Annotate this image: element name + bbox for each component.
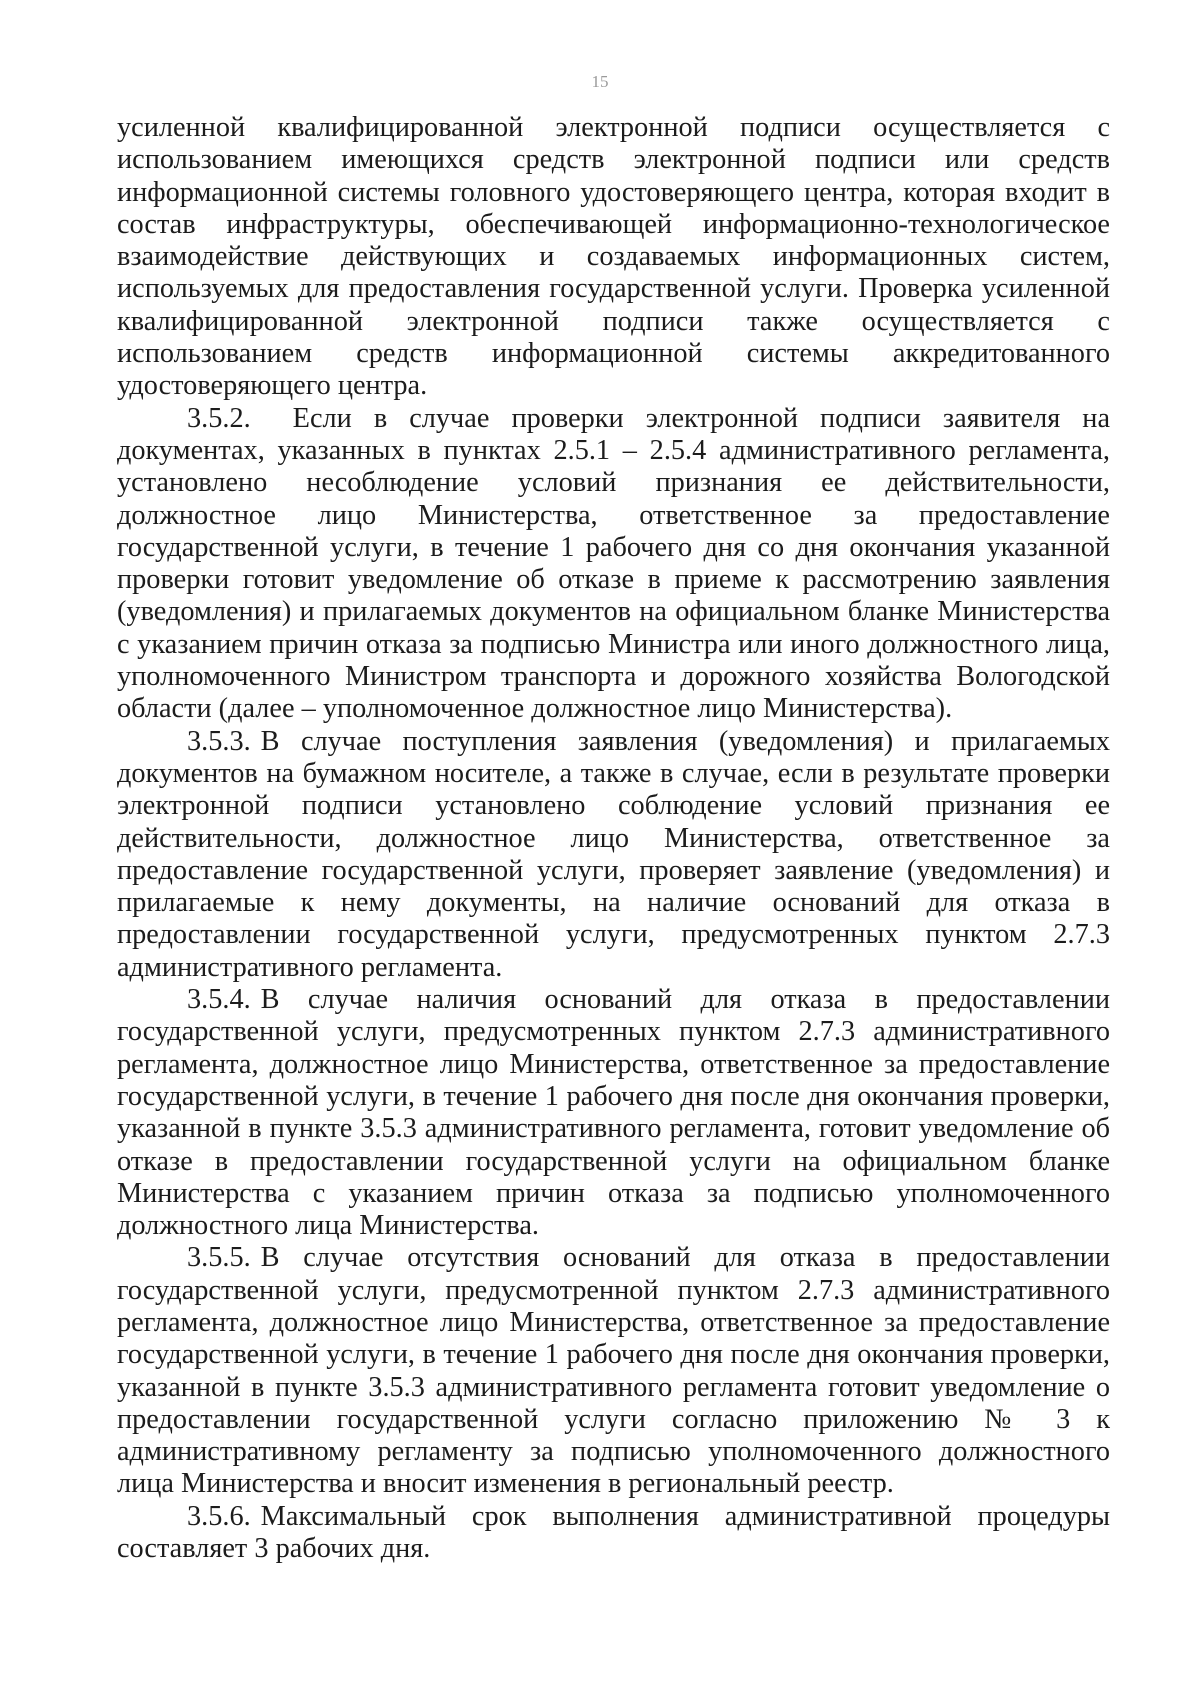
document-body [117, 112, 1110, 1565]
paragraph-continuation [117, 112, 1110, 403]
paragraph-text: В случае поступления заявления (уведомления) и прилагаемых документов на бумажном носителе, а также в случае, если в результате проверки электронной подписи установлено соблюдение условий признания ее действительности, должностное лицо Министерства, ответственное за предоставление государственной услуги, проверяет заявление (уведомления) и прилагаемые к нему документы, на наличие оснований для отказа в предоставлении государственной услуги, предусмотренных пунктом 2.7.3 административного регламента. [117, 725, 1110, 983]
paragraph-text: В случае отсутствия оснований для отказа в предоставлении государственной услуги, предусмотренной пунктом 2.7.3 административного регламента, должностное лицо Министерства, ответственное за предоставление государственной услуги, в течение 1 рабочего дня после дня окончания проверки, указанной в пункте 3.5.3 административного регламента готовит уведомление о предоставлении государственной услуги согласно приложению № 3 к административному регламенту за подписью уполномоченного должностного лица Министерства и вносит изменения в региональный реестр. [117, 1242, 1110, 1500]
clause-number: 3.5.6. [187, 1500, 251, 1532]
paragraph-3-5-2 [117, 403, 1110, 726]
paragraph-text: Если в случае проверки электронной подписи заявителя на документах, указанных в пунктах 2.5.1 – 2.5.4 административного регламента, установлено несоблюдение условий признания ее действительности, должностное лицо Министерства, ответственное за предоставление государственной услуги, в течение 1 рабочего дня со дня окончания указанной проверки готовит уведомление об отказе в приеме к рассмотрению заявления (уведомления) и прилагаемых документов на официальном бланке Министерства с указанием причин отказа за подписью Министра или иного должностного лица, уполномоченного Министром транспорта и дорожного хозяйства Вологодской области (далее – уполномоченное должностное лицо Министерства). [117, 402, 1110, 725]
paragraph-3-5-6 [117, 1501, 1110, 1566]
page-number: 15 [591, 72, 609, 91]
paragraph-text: Максимальный срок выполнения административной процедуры составляет 3 рабочих дня. [117, 1500, 1110, 1565]
clause-number: 3.5.3. [187, 725, 251, 757]
clause-number: 3.5.2. [187, 402, 251, 434]
paragraph-3-5-4 [117, 984, 1110, 1242]
clause-number: 3.5.4. [187, 984, 251, 1016]
paragraph-3-5-5 [117, 1242, 1110, 1500]
clause-number: 3.5.5. [187, 1242, 251, 1274]
paragraph-3-5-3 [117, 726, 1110, 984]
paragraph-text: усиленной квалифицированной электронной подписи осуществляется с использованием имеющихся средств электронной подписи или средств информационной системы головного удостоверяющего центра, которая входит в состав инфраструктуры, обеспечивающей информационно-технологическое взаимодействие действующих и создаваемых информационных систем, используемых для предоставления государственной услуги. Проверка усиленной квалифицированной электронной подписи также осуществляется с использованием средств информационной системы аккредитованного удостоверяющего центра. [117, 112, 1110, 402]
paragraph-text: В случае наличия оснований для отказа в предоставлении государственной услуги, предусмотренных пунктом 2.7.3 административного регламента, должностное лицо Министерства, ответственное за предоставление государственной услуги, в течение 1 рабочего дня после дня окончания проверки, указанной в пункте 3.5.3 административного регламента, готовит уведомление об отказе в предоставлении государственной услуги на официальном бланке Министерства с указанием причин отказа за подписью уполномоченного должностного лица Министерства. [117, 984, 1110, 1242]
